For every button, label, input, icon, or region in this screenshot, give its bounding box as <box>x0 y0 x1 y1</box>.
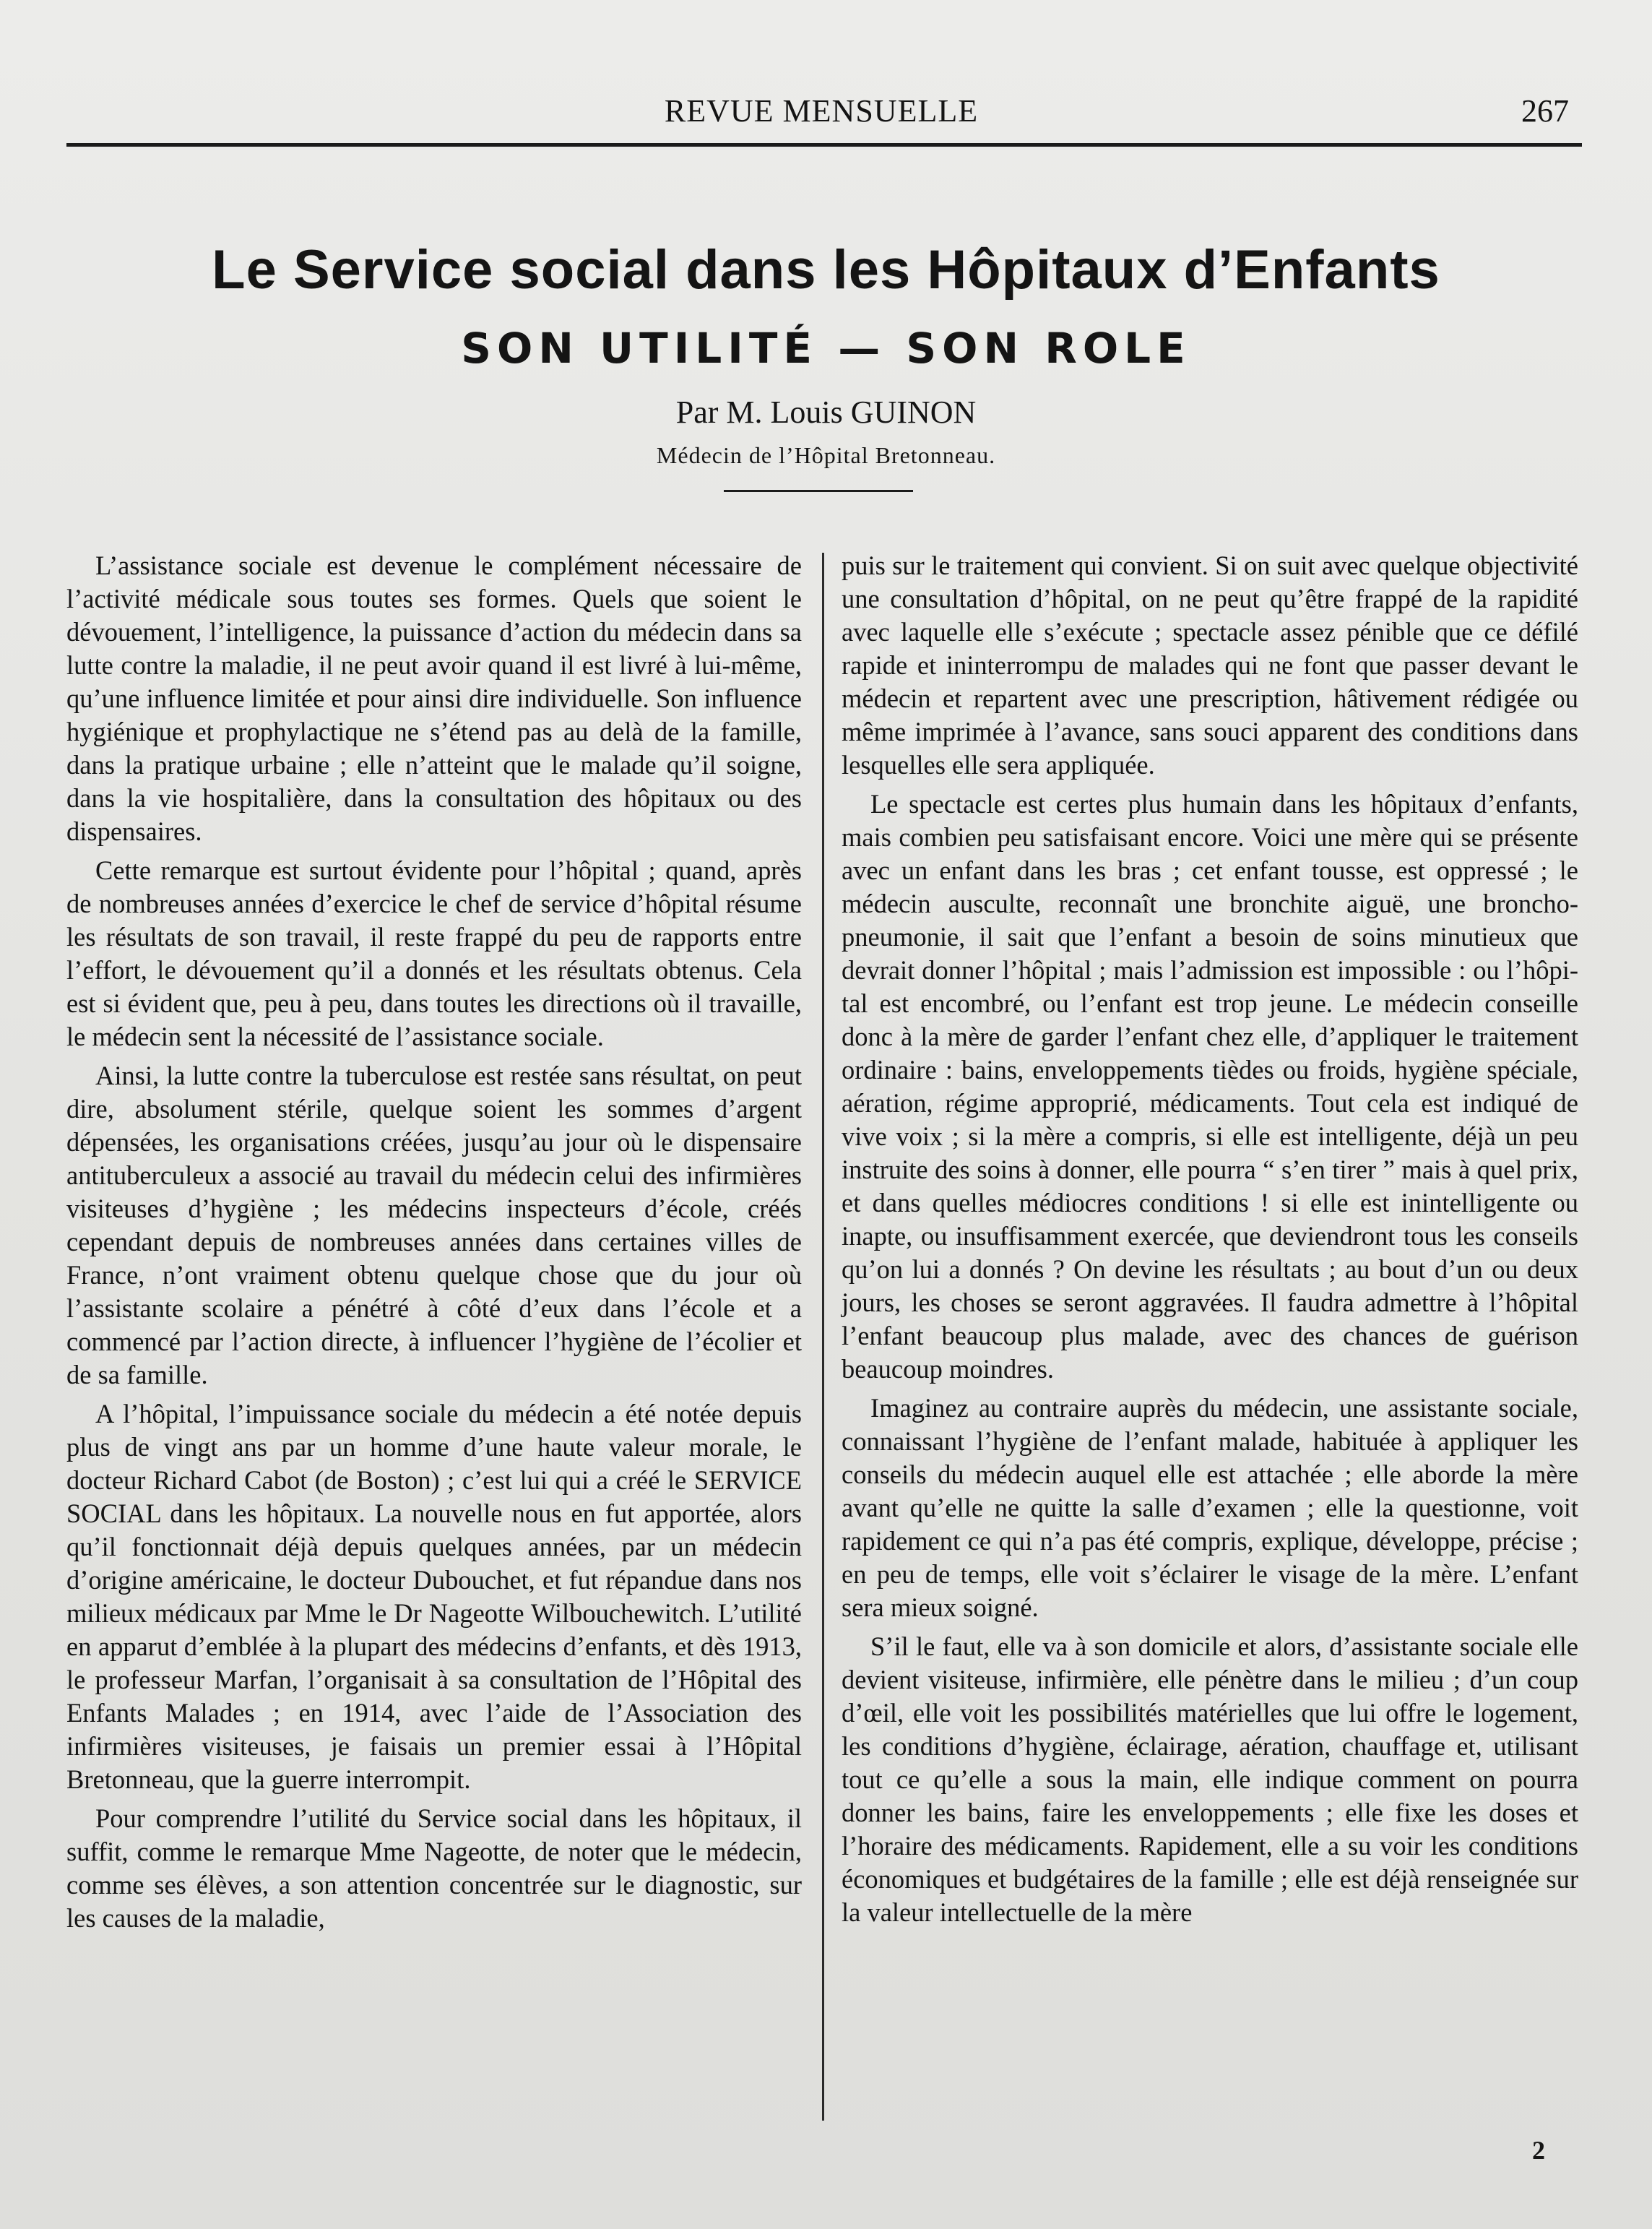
paragraph: Cette remarque est surtout évidente pour l’hôpital ; quand, après de nombreuses années d’exercice le chef de service d’hôpital résume les résultats de son travail, il reste frappé du peu de rapports entre l’effort, le dévouement qu’il a donnés et les résultats obtenus. Cela est si évident que, peu à peu, dans toutes les directions où il travaille, le médecin sent la nécessité de l’assistance sociale. <box>66 855 802 1051</box>
column-divider <box>822 553 824 2121</box>
paragraph: Pour comprendre l’utilité du Service social dans les hôpitaux, il suffit, comme le remarque Mme Nageotte, de noter que le médecin, comme ses élèves, a son attention concentrée sur le diagnostic, sur les causes de la maladie, <box>66 1803 802 1933</box>
journal-name: REVUE MENSUELLE <box>664 93 979 129</box>
author-byline: Par M. Louis GUINON <box>675 395 977 430</box>
article-title: Le Service social dans les Hôpitaux d’Enfants <box>212 239 1440 301</box>
paragraph: S’il le faut, elle va à son domicile et alors, d’assistante sociale elle devient visiteuse, infirmière, elle pénètre dans le milieu ; d’un coup d’œil, elle voit les possibilités matérielles que lui offre le logement, les conditions d’hygiène, éclairage, aération, chauffage et, utilisant tout ce qu’elle a sous la main, elle indique comment on pourra donner les bains, faire les enveloppements ; elle fixe les doses et l’horaire des médicaments. Rapidement, elle a su voir les conditions économiques et budgétaires de la famille ; elle est déjà renseignée sur la valeur intellectuelle de la mère <box>842 1631 1578 1927</box>
paragraph: L’assistance sociale est devenue le complément nécessaire de l’activité médicale sous toutes ses formes. Quels que soient le dévouement, l’intelligence, la puissance d’action du médecin dans sa lutte contre la maladie, il ne peut avoir quand il est livré à lui-même, qu’une influence limitée et pour ainsi dire individuelle. Son influence hygiénique et prophylactique ne s’étend pas au delà de la famille, dans la pratique urbaine ; elle n’atteint que le malade qu’il soigne, dans la vie hospitalière, dans la consultation des hôpitaux ou des dispensaires. <box>66 551 802 846</box>
paragraph: A l’hôpital, l’impuissance sociale du médecin a été notée depuis plus de vingt ans par un homme d’une haute valeur morale, le docteur Richard Cabot (de Boston) ; c’est lui qui a créé le SERVICE SOCIAL dans les hôpitaux. La nouvelle nous en fut apportée, alors qu’il fonctionnait déjà depuis quelques années, par un médecin d’origine américaine, le docteur Dubouchet, et fut répandue dans nos milieux médicaux par Mme le Dr Nageotte Wilbouchewitch. L’utilité en apparut d’emblée à la plupart des médecins d’enfants, et dès 1913, le professeur Marfan, l’organisait à sa consultation de l’Hôpital des Enfants Malades ; en 1914, avec l’aide de l’Association des infirmières visiteuses, je faisais un premier essai à l’Hôpital Bretonneau, que la guerre interrompit. <box>66 1399 802 1794</box>
author-affiliation: Médecin de l’Hôpital Bretonneau. <box>656 442 996 468</box>
paragraph: Le spectacle est certes plus humain dans les hôpitaux d’enfants, mais combien peu satisfaisant encore. Voici une mère qui se présente avec un enfant dans les bras ; cet enfant tousse, est oppressé ; le médecin ausculte, reconnaît une bronchite aiguë, une broncho-pneumonie, il sait que l’enfant a besoin de soins minutieux que devrait donner l’hôpital ; mais l’admission est impossible : ou l’hôpital est encombré, ou l’enfant est trop jeune. Le médecin conseille donc à la mère de garder l’enfant chez elle, d’appliquer le traitement ordinaire : bains, enveloppements tièdes ou froids, hygiène spéciale, aération, régime approprié, médicaments. Tout cela est indiqué de vive voix ; si la mère a compris, si elle est intelligente, déjà un peu instruite des soins à donner, elle pourra “ s’en tirer ” mais à quel prix, et dans quelles médiocres conditions ! si elle est inintelligente ou inapte, ou insuffisamment exercée, que deviendront tous les conseils qu’on lui a donnés ? On devine les résultats ; au bout d’un ou deux jours, les choses se seront aggravées. Il faudra admettre à l’hôpital l’enfant beaucoup plus malade, avec des chances de guérison beaucoup moindres. <box>842 789 1578 1384</box>
right-column <box>842 549 1578 1935</box>
left-column <box>66 549 802 1941</box>
printer-signature-mark: 2 <box>1532 2136 1545 2165</box>
paragraph: Imaginez au contraire auprès du médecin, une assistante sociale, connaissant l’hygiène de l’enfant malade, habituée à appliquer les conseils du médecin auquel elle est attachée ; elle aborde la mère avant qu’elle ne quitte la salle d’examen ; elle la questionne, voit rapidement ce qui n’a pas été compris, explique, développe, précise ; en peu de temps, elle voit s’éclairer le visage de la mère. L’enfant sera mieux soigné. <box>842 1393 1578 1622</box>
running-head <box>66 92 1576 136</box>
paragraph: Ainsi, la lutte contre la tuberculose est restée sans résultat, on peut dire, absolument stérile, quelque soient les sommes d’argent dépensées, les organisations créées, jusqu’au jour où le dispensaire antituberculeux a associé au travail du médecin celui des infirmières visiteuses d’hygiène ; les médecins inspecteurs d’école, créés cependant depuis de nombreuses années dans certaines villes de France, n’ont vraiment obtenu quelque chose que du jour où l’assistante scolaire a pénétré à côté d’eux dans l’école et a commencé par l’action directe, à influencer l’hygiène de l’écolier et de sa famille. <box>66 1061 802 1389</box>
article-subtitle: SON UTILITÉ — SON ROLE <box>461 324 1191 373</box>
header-rule <box>66 143 1582 147</box>
page-number: 267 <box>1521 93 1569 129</box>
paragraph-continued: puis sur le traitement qui convient. Si on suit avec quelque objectivité une consultation d’hôpital, on ne peut qu’être frappé de la rapidité avec laquelle elle s’exécute ; spectacle assez pénible que ce défilé rapide et ininterrompu de malades qui ne font que passer devant le médecin et repartent avec une prescription, hâtivement rédigée ou même imprimée à l’avance, sans souci apparent des conditions dans lesquelles elle sera appliquée. <box>842 551 1578 780</box>
title-separator-rule <box>724 490 913 492</box>
